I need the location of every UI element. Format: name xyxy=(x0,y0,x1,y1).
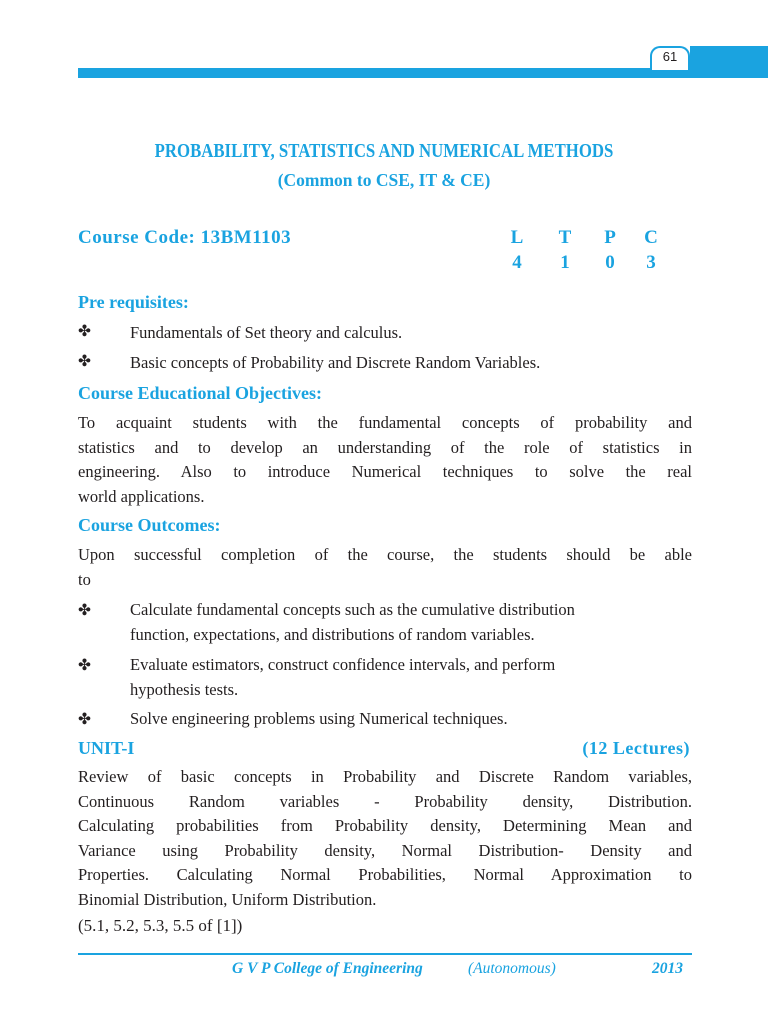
text-line: Variance using Probability density, Normal Distribution- Density and xyxy=(78,840,692,860)
text-line: function, expectations, and distributions of random variables. xyxy=(130,625,535,644)
ltpc-value-t: 1 xyxy=(560,252,570,273)
bullet-icon: ✤ xyxy=(78,323,91,340)
ltpc-value-l: 4 xyxy=(512,252,522,273)
text-line: Properties. Calculating Normal Probabilities, Normal Approximation to xyxy=(78,865,692,884)
outcome-item xyxy=(130,652,700,702)
bullet-icon: ✤ xyxy=(78,602,91,619)
prerequisite-item: Fundamentals of Set theory and calculus. xyxy=(130,323,403,342)
course-subtitle: (Common to CSE, IT & CE) xyxy=(277,170,491,190)
text-line: Binomial Distribution, Uniform Distribution. xyxy=(78,889,377,909)
text-line: Calculate fundamental concepts such as the cumulative distribution xyxy=(130,600,575,619)
text-line: Solve engineering problems using Numerical techniques. xyxy=(130,709,508,728)
ltpc-value-p: 0 xyxy=(605,252,615,273)
text-line: To acquaint students with the fundamental concepts of probability and xyxy=(78,413,692,432)
course-code: Course Code: 13BM1103 xyxy=(78,227,292,248)
text-line: Calculating probabilities from Probability density, Determining Mean and xyxy=(78,816,692,835)
objectives-paragraph xyxy=(78,411,692,509)
text-line: Continuous Random variables - Probability density, Distribution. xyxy=(78,791,692,811)
prerequisite-item: Basic concepts of Probability and Discrete Random Variables. xyxy=(130,353,541,372)
prerequisites-heading: Pre requisites: xyxy=(78,292,189,312)
text-line: Review of basic concepts in Probability and Discrete Random variables, xyxy=(78,767,692,786)
text-line: Evaluate estimators, construct confidence intervals, and perform xyxy=(130,655,556,674)
unit-content xyxy=(78,765,692,912)
text-line: engineering. Also to introduce Numerical techniques to solve the real xyxy=(78,462,692,481)
unit-reference: (5.1, 5.2, 5.3, 5.5 of [1]) xyxy=(78,916,243,935)
footer-year: 2013 xyxy=(652,960,683,977)
header-tab-fill xyxy=(690,46,768,68)
ltpc-value-c: 3 xyxy=(646,252,656,273)
course-title: PROBABILITY, STATISTICS AND NUMERICAL METHODS xyxy=(154,141,614,162)
text-line: Upon successful completion of the course, the students should be able xyxy=(78,545,692,564)
objectives-heading: Course Educational Objectives: xyxy=(78,383,322,403)
outcomes-heading: Course Outcomes: xyxy=(78,515,221,535)
bullet-icon: ✤ xyxy=(78,657,91,674)
unit-lectures: (12 Lectures) xyxy=(582,738,690,758)
footer-autonomous: (Autonomous) xyxy=(468,960,556,977)
ltpc-key-l: L xyxy=(510,227,524,248)
text-line: statistics and to develop an understanding of the role of statistics in xyxy=(78,437,692,457)
ltpc-key-p: P xyxy=(604,227,616,248)
outcomes-intro xyxy=(78,543,692,592)
text-line: hypothesis tests. xyxy=(130,680,239,699)
outcome-item xyxy=(130,706,700,731)
outcome-item xyxy=(130,597,700,647)
bullet-icon: ✤ xyxy=(78,353,91,370)
footer-rule xyxy=(78,953,692,955)
ltpc-key-c: C xyxy=(644,227,658,248)
text-line: world applications. xyxy=(78,486,205,506)
text-line: to xyxy=(78,569,91,589)
footer-college: G V P College of Engineering xyxy=(232,960,423,977)
bullet-icon: ✤ xyxy=(78,711,91,728)
page-number: 61 xyxy=(662,49,678,64)
ltpc-key-t: T xyxy=(558,227,572,248)
unit-heading: UNIT-I xyxy=(78,738,135,758)
